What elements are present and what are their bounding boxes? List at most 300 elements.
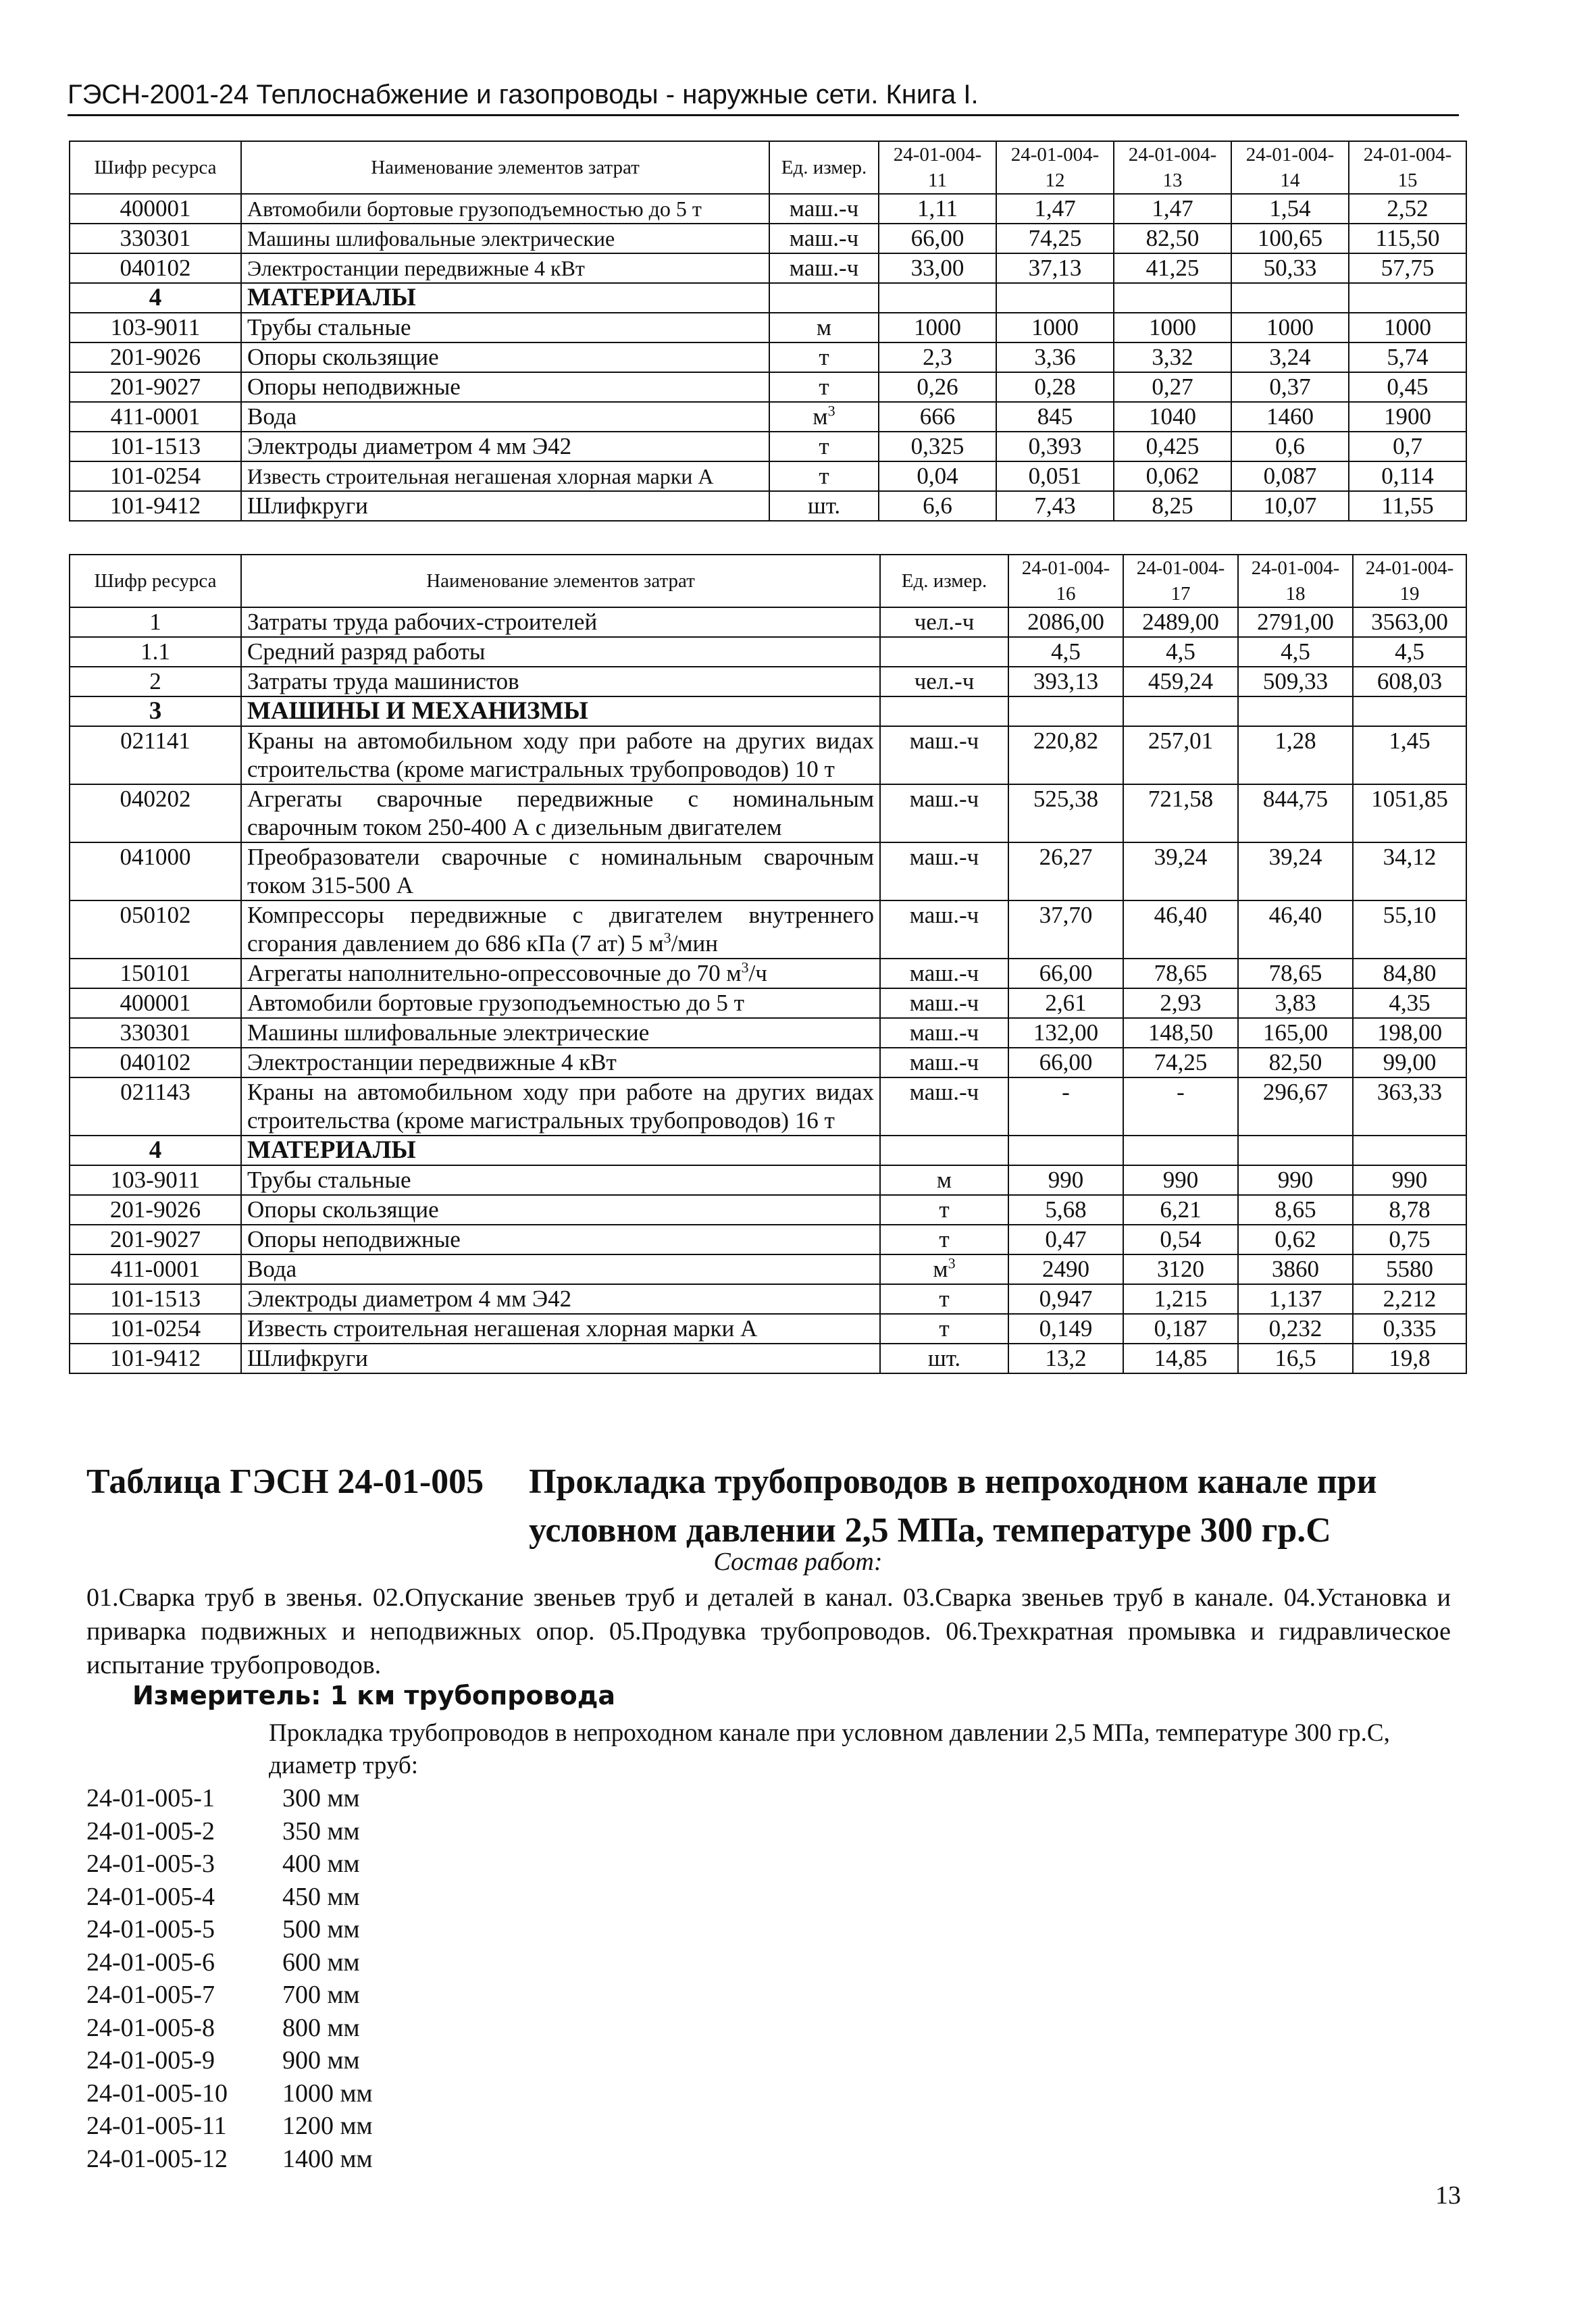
value-cell: 37,13	[996, 253, 1114, 283]
value-cell: 39,24	[1123, 842, 1238, 900]
value-cell: 198,00	[1353, 1018, 1466, 1048]
resource-name	[241, 842, 880, 900]
subtable-code: 24-01-005-4	[86, 1882, 215, 1911]
value-cell: 2086,00	[1008, 607, 1123, 637]
unit-text: маш.-ч	[909, 786, 979, 812]
value-cell: 3860	[1238, 1254, 1353, 1284]
value-cell: 990	[1353, 1165, 1466, 1195]
value-cell: 0,051	[996, 461, 1114, 491]
pipe-diameter: 300 мм	[282, 1784, 360, 1812]
list-item	[86, 2044, 373, 2077]
resource-name-tail: /мин	[671, 930, 719, 957]
unit	[880, 1018, 1008, 1048]
value-cell: 845	[996, 402, 1114, 432]
unit	[880, 1048, 1008, 1077]
table-row	[70, 1284, 1466, 1314]
value-cell: 84,80	[1353, 959, 1466, 988]
resource-code: 201-9026	[70, 342, 241, 372]
value-cell: 8,25	[1114, 491, 1231, 521]
resource-name-text: Электростанции передвижные 4 кВт	[247, 1049, 617, 1075]
unit-text: чел.-ч	[914, 668, 975, 694]
value-cell: 1460	[1231, 402, 1349, 432]
resource-code: 101-0254	[70, 1314, 241, 1344]
col-header-unit: Ед. измер.	[769, 141, 879, 194]
resource-name-text: Вода	[247, 1256, 297, 1282]
resource-code: 041000	[70, 842, 241, 900]
resource-name	[241, 194, 769, 224]
value-cell: 4,35	[1353, 988, 1466, 1018]
value-cell: 55,10	[1353, 900, 1466, 959]
value-cell: 3,83	[1238, 988, 1353, 1018]
page-number: 13	[1435, 2181, 1461, 2210]
table-caption-code: Таблица ГЭСН 24-01-005	[86, 1463, 484, 1501]
table-row	[70, 667, 1466, 696]
table-row	[70, 637, 1466, 667]
work-composition-heading: Состав работ:	[713, 1548, 883, 1576]
resource-name	[241, 667, 880, 696]
value-cell: 990	[1008, 1165, 1123, 1195]
subtable-code: 24-01-005-8	[86, 2013, 215, 2042]
subtable-code: 24-01-005-9	[86, 2046, 215, 2075]
value-cell: 2,52	[1349, 194, 1466, 224]
unit	[769, 194, 879, 224]
resource-name-text: Средний разряд работы	[247, 638, 486, 665]
superscript: 3	[741, 959, 749, 976]
value-cell: 2,212	[1353, 1284, 1466, 1314]
value-cell: 66,00	[879, 224, 996, 253]
section-title: МАТЕРИАЛЫ	[241, 1136, 880, 1165]
resource-name-text: Краны на автомобильном ходу при работе на других видах строительства (кроме магистральных трубопроводов) 10 т	[247, 728, 874, 782]
col-header-value: 24-01-004-17	[1123, 555, 1238, 607]
resource-name-text: Известь строительная негашеная хлорная марки А	[247, 1315, 758, 1342]
resource-name-text: Автомобили бортовые грузоподъемностью до 5 т	[247, 197, 702, 221]
resource-code: 201-9027	[70, 372, 241, 402]
superscript: 3	[663, 929, 671, 946]
pipe-diameter: 400 мм	[282, 1850, 360, 1878]
resource-name-text: Вода	[247, 403, 297, 430]
list-item	[86, 1815, 373, 1848]
resource-name	[241, 432, 769, 461]
table-row	[70, 461, 1466, 491]
value-cell: 165,00	[1238, 1018, 1353, 1048]
table-row	[70, 1018, 1466, 1048]
value-cell: 41,25	[1114, 253, 1231, 283]
unit	[880, 1284, 1008, 1314]
value-cell: 0,087	[1231, 461, 1349, 491]
value-cell: 1,45	[1353, 726, 1466, 784]
subtable-code: 24-01-005-1	[86, 1784, 215, 1812]
value-cell: 0,232	[1238, 1314, 1353, 1344]
subtable-code: 24-01-005-2	[86, 1816, 215, 1846]
unit-text: т	[939, 1286, 950, 1312]
unit-text: т	[939, 1196, 950, 1223]
value-cell: 1051,85	[1353, 784, 1466, 842]
list-item	[86, 1782, 373, 1815]
value-cell: 14,85	[1123, 1344, 1238, 1373]
value-cell: 6,21	[1123, 1195, 1238, 1225]
subtable-code: 24-01-005-6	[86, 1948, 215, 1977]
value-cell: 2,93	[1123, 988, 1238, 1018]
resource-name	[241, 1018, 880, 1048]
value-cell: 1,54	[1231, 194, 1349, 224]
resource-name-text: Затраты труда рабочих-строителей	[247, 609, 598, 635]
pipe-diameter: 1400 мм	[282, 2144, 373, 2173]
table-row	[70, 402, 1466, 432]
resource-name	[241, 491, 769, 521]
value-cell: 82,50	[1238, 1048, 1353, 1077]
value-cell: 1040	[1114, 402, 1231, 432]
resource-name	[241, 1344, 880, 1373]
resource-code: 101-9412	[70, 491, 241, 521]
value-cell: 393,13	[1008, 667, 1123, 696]
value-cell: 74,25	[1123, 1048, 1238, 1077]
unit	[880, 900, 1008, 959]
resource-name	[241, 461, 769, 491]
col-header-value: 24-01-004-16	[1008, 555, 1123, 607]
list-item	[86, 1848, 373, 1881]
pipe-diameter: 1000 мм	[282, 2079, 373, 2108]
unit	[769, 491, 879, 521]
resource-code: 1	[70, 607, 241, 637]
value-cell: 844,75	[1238, 784, 1353, 842]
value-cell: 0,325	[879, 432, 996, 461]
value-cell: 50,33	[1231, 253, 1349, 283]
value-cell: 7,43	[996, 491, 1114, 521]
table-row	[70, 491, 1466, 521]
resource-name-text: Автомобили бортовые грузоподъемностью до 5 т	[247, 990, 744, 1016]
value-cell: 0,26	[879, 372, 996, 402]
value-cell: 2489,00	[1123, 607, 1238, 637]
resource-name	[241, 607, 880, 637]
value-cell: 148,50	[1123, 1018, 1238, 1048]
unit-text: маш.-ч	[909, 990, 979, 1016]
value-cell: 0,54	[1123, 1225, 1238, 1254]
value-cell: 5,74	[1349, 342, 1466, 372]
value-cell: 1,215	[1123, 1284, 1238, 1314]
value-cell: 26,27	[1008, 842, 1123, 900]
resource-name	[241, 726, 880, 784]
table-row	[70, 1344, 1466, 1373]
value-cell: 3,32	[1114, 342, 1231, 372]
resource-code: 330301	[70, 1018, 241, 1048]
resource-code: 103-9011	[70, 1165, 241, 1195]
resource-name	[241, 959, 880, 988]
section-title: МАШИНЫ И МЕХАНИЗМЫ	[241, 696, 880, 726]
resource-name	[241, 1254, 880, 1284]
table-row	[70, 1314, 1466, 1344]
resource-code: 021141	[70, 726, 241, 784]
unit-text: м	[933, 1256, 948, 1282]
resource-code: 101-1513	[70, 1284, 241, 1314]
resource-code: 201-9026	[70, 1195, 241, 1225]
resource-code: 101-9412	[70, 1344, 241, 1373]
resource-name	[241, 253, 769, 283]
resource-name	[241, 1048, 880, 1077]
value-cell: 0,947	[1008, 1284, 1123, 1314]
col-header-code: Шифр ресурса	[70, 141, 241, 194]
unit-text: маш.-ч	[909, 960, 979, 986]
resource-name-text: Шлифкруги	[247, 492, 368, 519]
resource-name-text: Компрессоры передвижные с двигателем внутреннего сгорания давлением до 686 кПа (7 ат) 5 м	[247, 902, 874, 957]
resource-code: 201-9027	[70, 1225, 241, 1254]
value-cell: 99,00	[1353, 1048, 1466, 1077]
value-cell: 13,2	[1008, 1344, 1123, 1373]
value-cell: 0,62	[1238, 1225, 1353, 1254]
resource-name-text: Опоры скользящие	[247, 1196, 439, 1223]
table-row	[70, 842, 1466, 900]
resource-name	[241, 1225, 880, 1254]
unit	[880, 1225, 1008, 1254]
pipe-diameter: 700 мм	[282, 1981, 360, 2009]
value-cell: 1,137	[1238, 1284, 1353, 1314]
subtable-code: 24-01-005-10	[86, 2079, 228, 2108]
resource-name	[241, 637, 880, 667]
value-cell: 1,11	[879, 194, 996, 224]
resource-name-text: Агрегаты сварочные передвижные с номинальным сварочным током 250-400 А с дизельным двигателем	[247, 786, 874, 840]
unit-text: м	[816, 314, 832, 340]
superscript: 3	[827, 402, 835, 420]
unit	[769, 313, 879, 342]
list-item	[86, 1946, 373, 1979]
value-cell: 4,5	[1123, 637, 1238, 667]
subtable-code: 24-01-005-5	[86, 1915, 215, 1943]
value-cell: 5,68	[1008, 1195, 1123, 1225]
col-header-unit: Ед. измер.	[880, 555, 1008, 607]
subtable-code: 24-01-005-12	[86, 2144, 228, 2173]
unit	[880, 1344, 1008, 1373]
value-cell: 1000	[1349, 313, 1466, 342]
resource-code: 150101	[70, 959, 241, 988]
col-header-value: 24-01-004-18	[1238, 555, 1353, 607]
resource-name-text: Краны на автомобильном ходу при работе на других видах строительства (кроме магистральных трубопроводов) 16 т	[247, 1079, 874, 1134]
table-row	[70, 726, 1466, 784]
pipe-diameter: 500 мм	[282, 1915, 360, 1943]
value-cell: 2791,00	[1238, 607, 1353, 637]
unit	[769, 372, 879, 402]
value-cell: 1000	[879, 313, 996, 342]
value-cell: 2,3	[879, 342, 996, 372]
value-cell: 34,12	[1353, 842, 1466, 900]
section-row-materials	[70, 283, 1466, 313]
unit	[880, 1165, 1008, 1195]
resource-code: 2	[70, 667, 241, 696]
unit	[769, 432, 879, 461]
value-cell: 78,65	[1238, 959, 1353, 988]
table-row	[70, 1077, 1466, 1136]
resource-name-text: Опоры скользящие	[247, 344, 439, 370]
resource-code: 103-9011	[70, 313, 241, 342]
pipe-diameter: 600 мм	[282, 1948, 360, 1977]
section-row-materials	[70, 1136, 1466, 1165]
unit-text: м	[813, 403, 828, 430]
value-cell: 1900	[1349, 402, 1466, 432]
resource-code: 050102	[70, 900, 241, 959]
value-cell: 257,01	[1123, 726, 1238, 784]
resource-name	[241, 224, 769, 253]
pipe-diameter: 350 мм	[282, 1816, 360, 1846]
col-header-value: 24-01-004-14	[1231, 141, 1349, 194]
unit	[769, 253, 879, 283]
value-cell: 666	[879, 402, 996, 432]
subtable-code: 24-01-005-7	[86, 1981, 215, 2009]
resource-table-1	[69, 141, 1467, 522]
resource-name	[241, 313, 769, 342]
resource-code: 040102	[70, 253, 241, 283]
list-item	[86, 1913, 373, 1946]
unit	[880, 726, 1008, 784]
resource-name-text: Машины шлифовальные электрические	[247, 1019, 650, 1046]
section-code: 4	[70, 1136, 241, 1165]
value-cell: 66,00	[1008, 1048, 1123, 1077]
unit	[769, 224, 879, 253]
value-cell: 0,393	[996, 432, 1114, 461]
value-cell: 6,6	[879, 491, 996, 521]
resource-name	[241, 1195, 880, 1225]
table-row	[70, 607, 1466, 637]
table-row	[70, 900, 1466, 959]
value-cell: 0,6	[1231, 432, 1349, 461]
unit	[880, 637, 1008, 667]
value-cell: 0,149	[1008, 1314, 1123, 1344]
list-item	[86, 2143, 373, 2176]
unit-text: т	[819, 344, 829, 370]
resource-name-text: Шлифкруги	[247, 1345, 368, 1371]
value-cell: 3120	[1123, 1254, 1238, 1284]
value-cell: 459,24	[1123, 667, 1238, 696]
value-cell: 8,65	[1238, 1195, 1353, 1225]
resource-code: 411-0001	[70, 402, 241, 432]
resource-table-2	[69, 554, 1467, 1374]
col-header-value: 24-01-004-11	[879, 141, 996, 194]
resource-code: 330301	[70, 224, 241, 253]
table-row	[70, 194, 1466, 224]
unit	[880, 842, 1008, 900]
resource-name	[241, 342, 769, 372]
value-cell: 16,5	[1238, 1344, 1353, 1373]
unit	[880, 988, 1008, 1018]
unit-text: маш.-ч	[909, 844, 979, 870]
unit-text: т	[939, 1226, 950, 1252]
resource-code: 101-0254	[70, 461, 241, 491]
value-cell: 721,58	[1123, 784, 1238, 842]
value-cell: 220,82	[1008, 726, 1123, 784]
col-header-code: Шифр ресурса	[70, 555, 241, 607]
value-cell: 1,47	[996, 194, 1114, 224]
unit-text: маш.-ч	[909, 728, 979, 754]
unit-text: м	[936, 1167, 952, 1193]
value-cell: 0,7	[1349, 432, 1466, 461]
resource-name	[241, 372, 769, 402]
value-cell: 82,50	[1114, 224, 1231, 253]
resource-name	[241, 1314, 880, 1344]
value-cell: 57,75	[1349, 253, 1466, 283]
value-cell: 37,70	[1008, 900, 1123, 959]
list-item	[86, 2012, 373, 2045]
subtable-code: 24-01-005-3	[86, 1850, 215, 1878]
unit	[880, 784, 1008, 842]
table-row	[70, 432, 1466, 461]
col-header-value: 24-01-004-19	[1353, 555, 1466, 607]
resource-name	[241, 784, 880, 842]
resource-code: 411-0001	[70, 1254, 241, 1284]
value-cell: 0,45	[1349, 372, 1466, 402]
value-cell: 990	[1238, 1165, 1353, 1195]
table-row	[70, 988, 1466, 1018]
col-header-value: 24-01-004-12	[996, 141, 1114, 194]
list-item	[86, 2077, 373, 2110]
col-header-name: Наименование элементов затрат	[241, 555, 880, 607]
resource-name	[241, 1284, 880, 1314]
value-cell: 1000	[996, 313, 1114, 342]
value-cell: 100,65	[1231, 224, 1349, 253]
unit-text: маш.-ч	[789, 255, 859, 281]
value-cell: 3,36	[996, 342, 1114, 372]
list-item	[86, 1979, 373, 2012]
resource-code: 021143	[70, 1077, 241, 1136]
resource-name-text: Трубы стальные	[247, 1167, 411, 1193]
value-cell: 4,5	[1238, 637, 1353, 667]
table-row	[70, 1195, 1466, 1225]
resource-name	[241, 402, 769, 432]
value-cell: 3563,00	[1353, 607, 1466, 637]
col-header-value: 24-01-004-15	[1349, 141, 1466, 194]
table-row	[70, 959, 1466, 988]
value-cell: 46,40	[1238, 900, 1353, 959]
value-cell: 0,425	[1114, 432, 1231, 461]
unit	[880, 1254, 1008, 1284]
pipe-diameter: 800 мм	[282, 2013, 360, 2042]
value-cell: 66,00	[1008, 959, 1123, 988]
list-item	[86, 2110, 373, 2143]
value-cell: 39,24	[1238, 842, 1353, 900]
resource-name-text: Машины шлифовальные электрические	[247, 226, 615, 251]
resource-name-text: Трубы стальные	[247, 314, 411, 340]
unit	[769, 461, 879, 491]
value-cell: 1,47	[1114, 194, 1231, 224]
table-row	[70, 313, 1466, 342]
value-cell: 0,27	[1114, 372, 1231, 402]
value-cell: 2490	[1008, 1254, 1123, 1284]
section-title: МАТЕРИАЛЫ	[241, 283, 769, 313]
value-cell: 78,65	[1123, 959, 1238, 988]
value-cell: 608,03	[1353, 667, 1466, 696]
value-cell: 74,25	[996, 224, 1114, 253]
value-cell: 990	[1123, 1165, 1238, 1195]
pipe-diameter: 900 мм	[282, 2046, 360, 2075]
table-row	[70, 224, 1466, 253]
value-cell: 4,5	[1353, 637, 1466, 667]
unit-text: маш.-ч	[789, 225, 859, 251]
unit-text: шт.	[927, 1345, 961, 1371]
pipe-diameter: 1200 мм	[282, 2112, 373, 2140]
table-header-row	[70, 555, 1466, 607]
resource-name-text: Затраты труда машинистов	[247, 668, 519, 694]
resource-name-text: Преобразователи сварочные с номинальным сварочным током 315-500 А	[247, 844, 874, 898]
subtable-list	[86, 1782, 373, 2175]
table-row	[70, 342, 1466, 372]
table-caption-title: Прокладка трубопроводов в непроходном канале при условном давлении 2,5 МПа, температуре 300 гр.С	[529, 1463, 1377, 1550]
unit	[880, 1195, 1008, 1225]
value-cell: 0,187	[1123, 1314, 1238, 1344]
table-row	[70, 1165, 1466, 1195]
subtable-code: 24-01-005-11	[86, 2112, 227, 2140]
resource-code: 040102	[70, 1048, 241, 1077]
table-row	[70, 1225, 1466, 1254]
value-cell: 1,28	[1238, 726, 1353, 784]
value-cell: 509,33	[1238, 667, 1353, 696]
meter-label: Измеритель: 1 км трубопровода	[132, 1681, 616, 1710]
value-cell: 0,28	[996, 372, 1114, 402]
